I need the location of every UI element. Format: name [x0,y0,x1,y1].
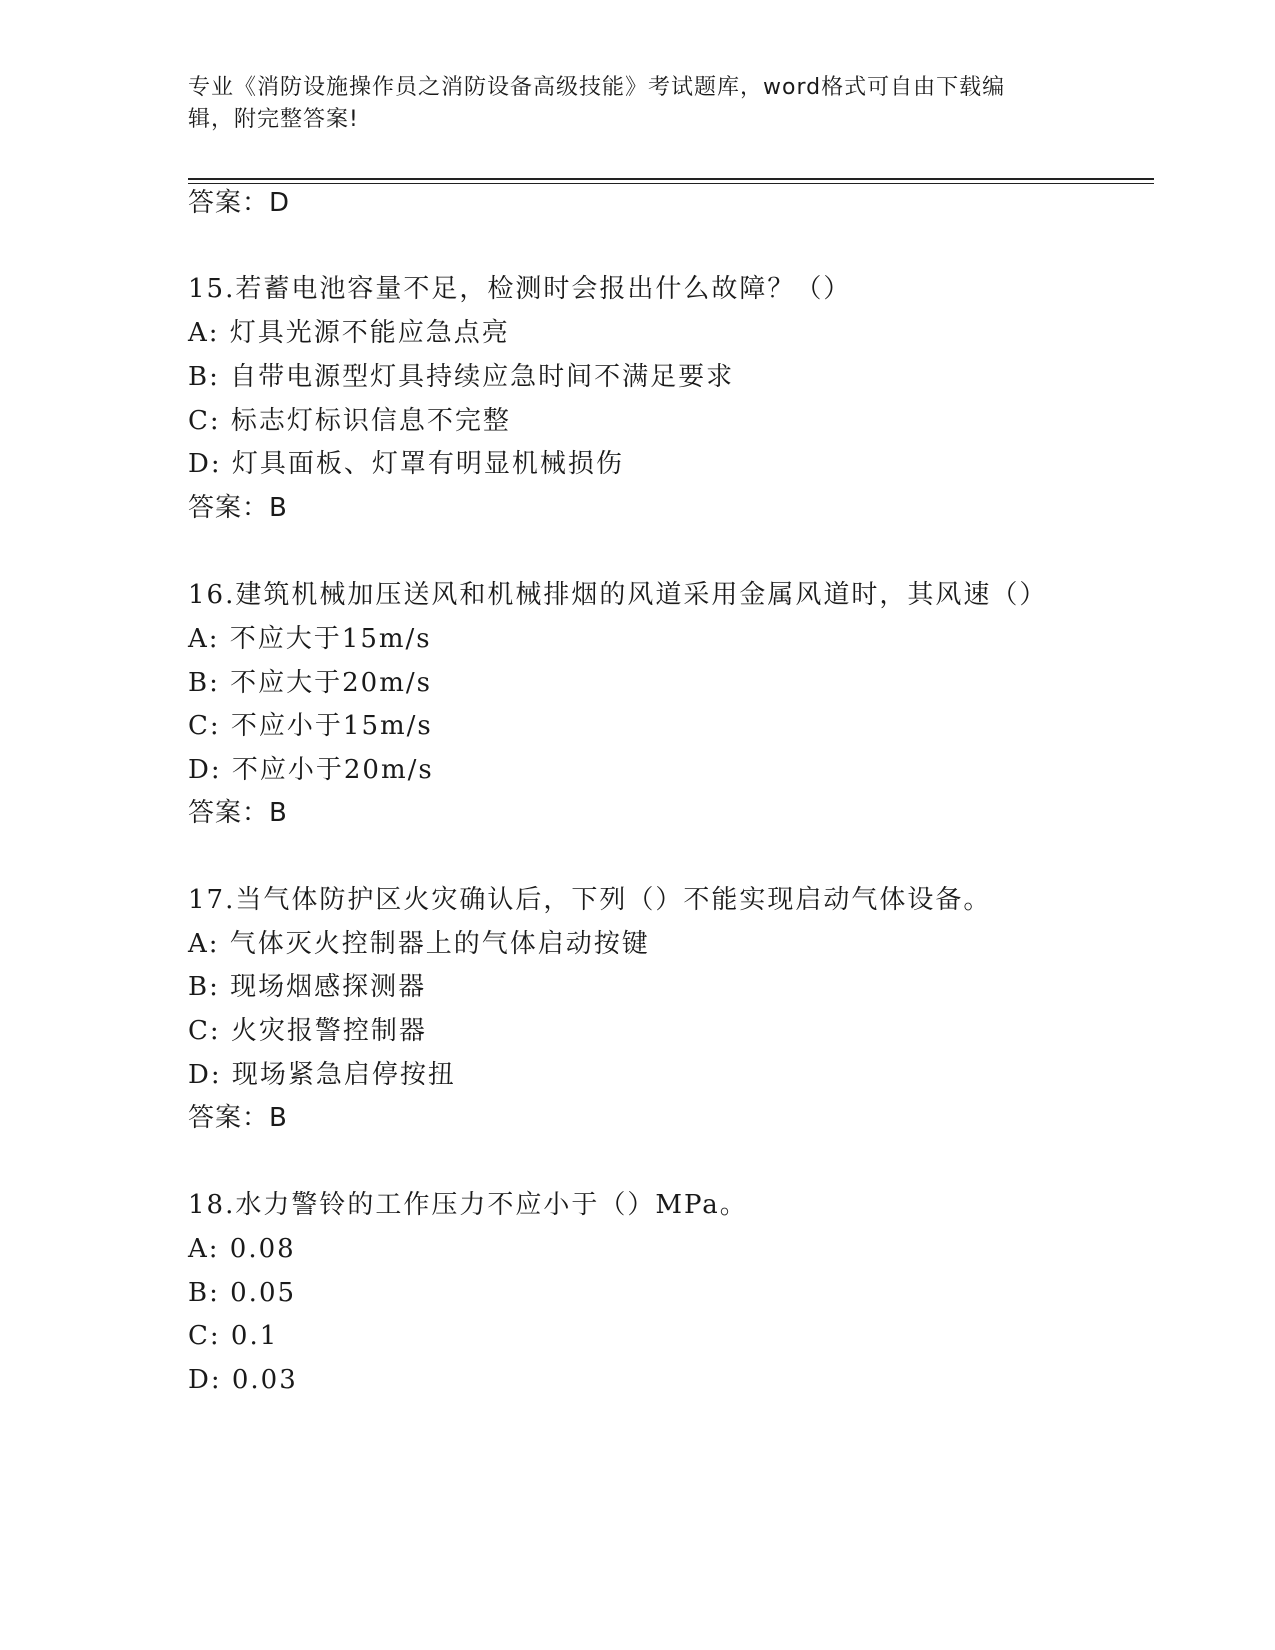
question-option: A: 不应大于15m/s [188,624,432,654]
question-stem: 16.建筑机械加压送风和机械排烟的风道采用金属风道时，其风速（） [188,580,1048,610]
question-option: A: 气体灭火控制器上的气体启动按键 [188,929,650,959]
question-option: C: 不应小于15m/s [188,711,433,741]
answer-label: 答案：B [188,798,288,828]
question-option: B: 不应大于20m/s [188,668,432,698]
question-stem: 17.当气体防护区火灾确认后，下列（）不能实现启动气体设备。 [188,885,992,915]
question-option: B: 自带电源型灯具持续应急时间不满足要求 [188,362,735,392]
question-option: B: 现场烟感探测器 [188,972,427,1002]
question-option: C: 0.1 [188,1321,279,1351]
header-line-1: 专业《消防设施操作员之消防设备高级技能》考试题库，word格式可自由下载编 [188,75,1006,100]
header-line-2: 辑，附完整答案! [188,107,359,132]
document-header [188,72,1088,136]
answer-label: 答案：B [188,1103,288,1133]
answer-label: 答案：D [188,188,291,218]
question-option: A: 灯具光源不能应急点亮 [188,318,510,348]
header-divider-thin [188,183,1154,184]
question-stem: 18.水力警铃的工作压力不应小于（）MPa。 [188,1190,748,1220]
question-option: D: 不应小于20m/s [188,755,434,785]
question-option: D: 0.03 [188,1365,298,1395]
question-stem: 15.若蓄电池容量不足，检测时会报出什么故障？（） [188,274,852,304]
question-option: C: 标志灯标识信息不完整 [188,406,511,436]
question-option: A: 0.08 [188,1234,296,1264]
header-divider [188,178,1154,180]
question-option: D: 灯具面板、灯罩有明显机械损伤 [188,449,624,479]
question-option: C: 火灾报警控制器 [188,1016,427,1046]
answer-label: 答案：B [188,493,288,523]
question-option: B: 0.05 [188,1278,297,1308]
question-option: D: 现场紧急启停按扭 [188,1060,456,1090]
